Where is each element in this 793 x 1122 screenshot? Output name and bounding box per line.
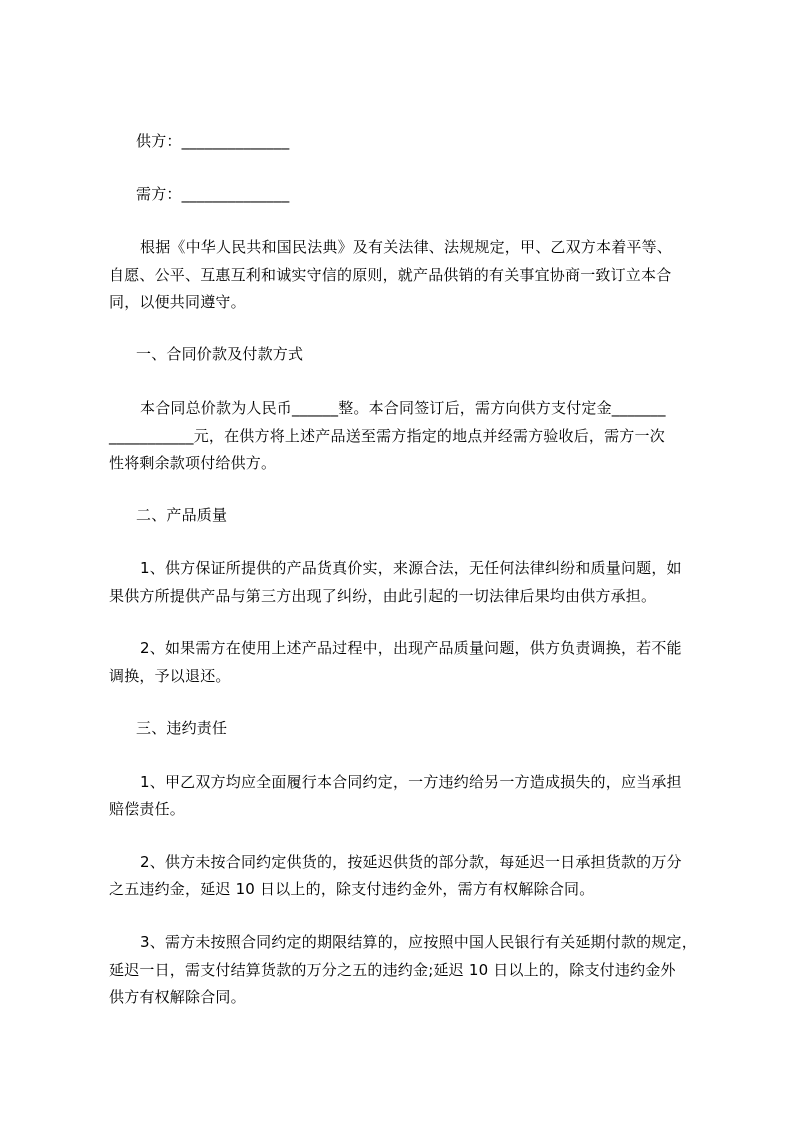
section3-heading: 三、违约责任	[136, 719, 228, 737]
section1-line-1: 本合同总价款为人民币______整。本合同签订后，需方向供方支付定金_______	[140, 399, 666, 417]
intro-line-3: 同，以便共同遵守。	[109, 293, 246, 311]
section2-item1-line-2: 果供方所提供产品与第三方出现了纠纷，由此引起的一切法律后果均由供方承担。	[109, 587, 657, 605]
intro-line-1: 根据《中华人民共和国民法典》及有关法律、法规规定，甲、乙双方本着平等、	[140, 238, 673, 256]
section3-item1-line-2: 赔偿责任。	[109, 800, 186, 818]
section2-item1-line-1: 1、供方保证所提供的产品货真价实，来源合法，无任何法律纠纷和质量问题，如	[140, 559, 682, 577]
section2-item2-line-1: 2、如果需方在使用上述产品过程中，出现产品质量问题，供方负责调换，若不能	[140, 639, 682, 657]
section3-item3-line-2: 延迟一日，需支付结算货款的万分之五的违约金;延迟 10 日以上的，除支付违约金外	[109, 961, 676, 979]
section3-item2-line-2: 之五违约金，延迟 10 日以上的，除支付违约金外，需方有权解除合同。	[109, 880, 595, 898]
section1-heading: 一、合同价款及付款方式	[136, 345, 304, 363]
section1-line-2: ___________元，在供方将上述产品送至需方指定的地点并经需方验收后，需方一次	[109, 427, 665, 445]
section3-item3-line-3: 供方有权解除合同。	[109, 988, 246, 1006]
intro-line-2: 自愿、公平、互惠互利和诚实守信的原则，就产品供销的有关事宜协商一致订立本合	[109, 266, 672, 284]
supplier-line: 供方：______________	[136, 132, 290, 150]
section2-item2-line-2: 调换，予以退还。	[109, 667, 231, 685]
section3-item3-line-1: 3、需方未按照合同约定的期限结算的，应按照中国人民银行有关延期付款的规定，	[140, 933, 697, 951]
section1-line-3: 性将剩余款项付给供方。	[109, 454, 277, 472]
section3-item1-line-1: 1、甲乙双方均应全面履行本合同约定，一方违约给另一方造成损失的，应当承担	[140, 773, 682, 791]
section3-item2-line-1: 2、供方未按合同约定供货的，按延迟供货的部分款，每延迟一日承担货款的万分	[140, 853, 682, 871]
buyer-line: 需方：______________	[136, 185, 290, 203]
section2-heading: 二、产品质量	[136, 506, 228, 524]
